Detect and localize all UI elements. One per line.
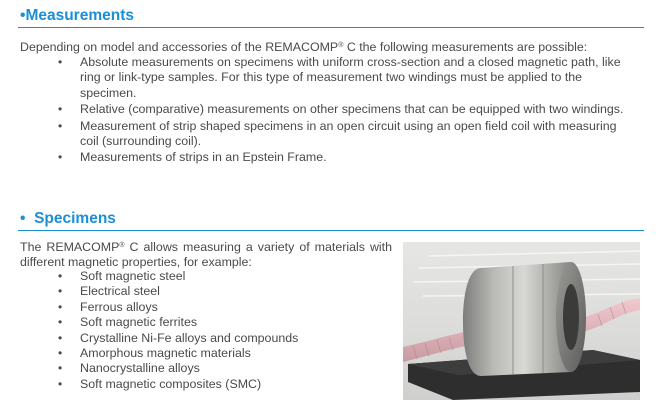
heading-bullet: • <box>20 7 26 24</box>
registered-mark: ® <box>119 242 125 249</box>
measurements-list <box>58 55 638 167</box>
list-item-text: Soft magnetic composites (SMC) <box>80 376 262 391</box>
bullet: • <box>58 150 63 165</box>
list-item-text: Measurements of strips in an Epstein Frame. <box>80 150 327 165</box>
specimens-header <box>18 208 644 231</box>
list-item-text: Soft magnetic steel <box>80 269 186 283</box>
bullet: • <box>58 346 63 361</box>
specimen-photo-drawing <box>403 242 640 400</box>
intro-suffix: C allows measuring a variety of materials with different magnetic properties, for example: <box>20 240 393 269</box>
bullet: • <box>58 299 63 314</box>
bullet: • <box>58 284 63 299</box>
specimens-title <box>20 210 116 228</box>
registered-mark: ® <box>338 42 344 49</box>
list-item <box>58 346 388 361</box>
list-item <box>58 315 388 330</box>
bullet: • <box>58 102 63 117</box>
intro-suffix: C the following measurements are possible: <box>343 40 588 54</box>
list-item-text: Soft magnetic ferrites <box>80 315 198 330</box>
intro-prefix: The REMACOMP <box>20 240 120 254</box>
list-item <box>58 331 388 346</box>
list-item <box>58 102 638 117</box>
bullet: • <box>58 118 63 133</box>
specimen-photo <box>403 242 640 400</box>
list-item-text: Relative (comparative) measurements on other specimens that can be equipped with two windings. <box>80 102 624 117</box>
heading-text: Measurements <box>25 7 134 24</box>
list-item-text: Amorphous magnetic materials <box>80 346 251 361</box>
intro-prefix: Depending on model and accessories of the REMACOMP <box>20 40 339 54</box>
list-item-text: Measurement of strip shaped specimens in an open circuit using an open field coil with measuring coil (surrounding coil). <box>80 118 617 149</box>
bullet: • <box>58 330 63 345</box>
list-item-text: Electrical steel <box>80 284 160 299</box>
heading-text: Specimens <box>34 210 116 227</box>
list-item <box>58 269 388 284</box>
measurements-header <box>18 5 644 28</box>
bullet: • <box>58 269 63 283</box>
list-item-text: Absolute measurements on specimens with uniform cross-section and a closed magnetic path, like ring or link-type samples. For this type of measurement two windings must be applied to the specimen. <box>80 55 621 100</box>
list-item <box>58 150 638 165</box>
list-item <box>58 284 388 299</box>
list-item <box>58 119 638 150</box>
list-item <box>58 377 388 392</box>
list-item-text: Ferrous alloys <box>80 299 158 314</box>
list-item-text: Nanocrystalline alloys <box>80 361 200 376</box>
specimens-intro <box>20 240 392 270</box>
list-item <box>58 55 638 101</box>
list-item <box>58 361 388 376</box>
list-item <box>58 300 388 315</box>
bullet: • <box>58 376 63 391</box>
bullet: • <box>58 361 63 376</box>
measurements-title <box>20 7 134 25</box>
specimens-list <box>58 269 388 392</box>
list-item-text: Crystalline Ni-Fe alloys and compounds <box>80 330 299 345</box>
measurements-intro <box>20 40 587 55</box>
bullet: • <box>58 315 63 330</box>
heading-bullet: • <box>20 210 26 227</box>
bullet: • <box>58 55 63 69</box>
